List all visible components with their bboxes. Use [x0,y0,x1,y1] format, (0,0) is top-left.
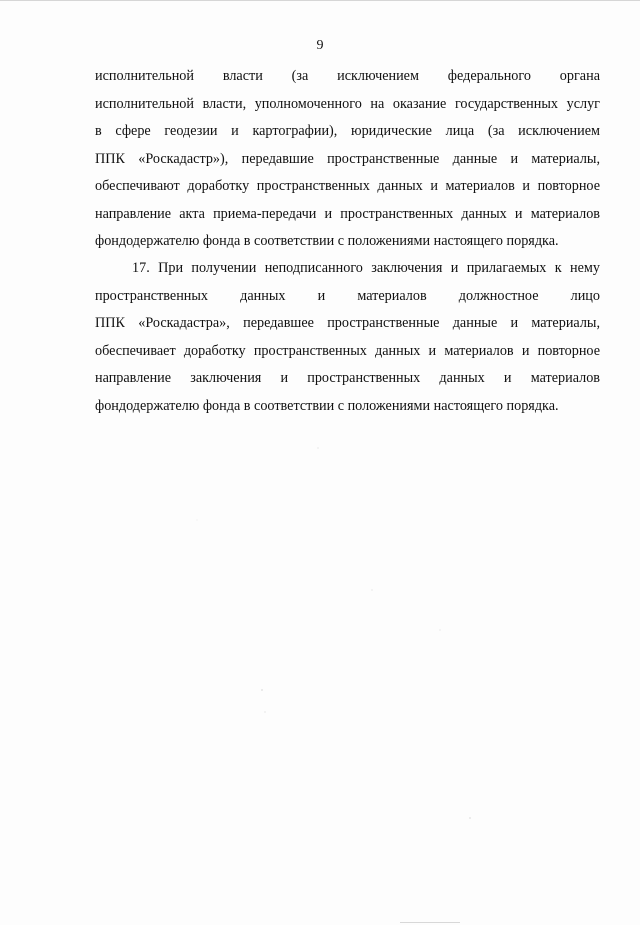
paragraph-1-line: исполнительной власти (за исключением федерального органа [95,68,600,84]
paragraph-2-line: ППК «Роскадастра», передавшее пространственные данные и материалы, [95,315,600,331]
paragraph-1-line: обеспечивают доработку пространственных данных и материалов и повторное [95,178,600,194]
paragraph-1 [95,63,600,256]
page-number: 9 [316,38,324,53]
paragraph-2 [95,255,600,420]
paragraph-1-line: в сфере геодезии и картографии), юридические лица (за исключением [95,123,600,139]
bottom-edge-mark [400,922,460,923]
paragraph-2-line: 17. При получении неподписанного заключения и прилагаемых к нему [132,260,600,276]
paragraph-1-line: фондодержателю фонда в соответствии с положениями настоящего порядка. [95,233,559,249]
paragraph-1-line: ППК «Роскадастр»), передавшие пространственные данные и материалы, [95,150,600,167]
paragraph-2-line: направление заключения и пространственных данных и материалов [95,370,600,386]
paragraph-1-line: исполнительной власти, уполномоченного на оказание государственных услуг [95,95,600,112]
paragraph-2-line: пространственных данных и материалов должностное лицо [95,287,600,304]
paragraph-1-line: направление акта приема-передачи и пространственных данных и материалов [95,205,600,222]
top-edge-line [0,0,640,1]
paragraph-2-line: обеспечивает доработку пространственных данных и материалов и повторное [95,342,600,359]
paragraph-2-line: фондодержателю фонда в соответствии с положениями настоящего порядка. [95,397,559,414]
